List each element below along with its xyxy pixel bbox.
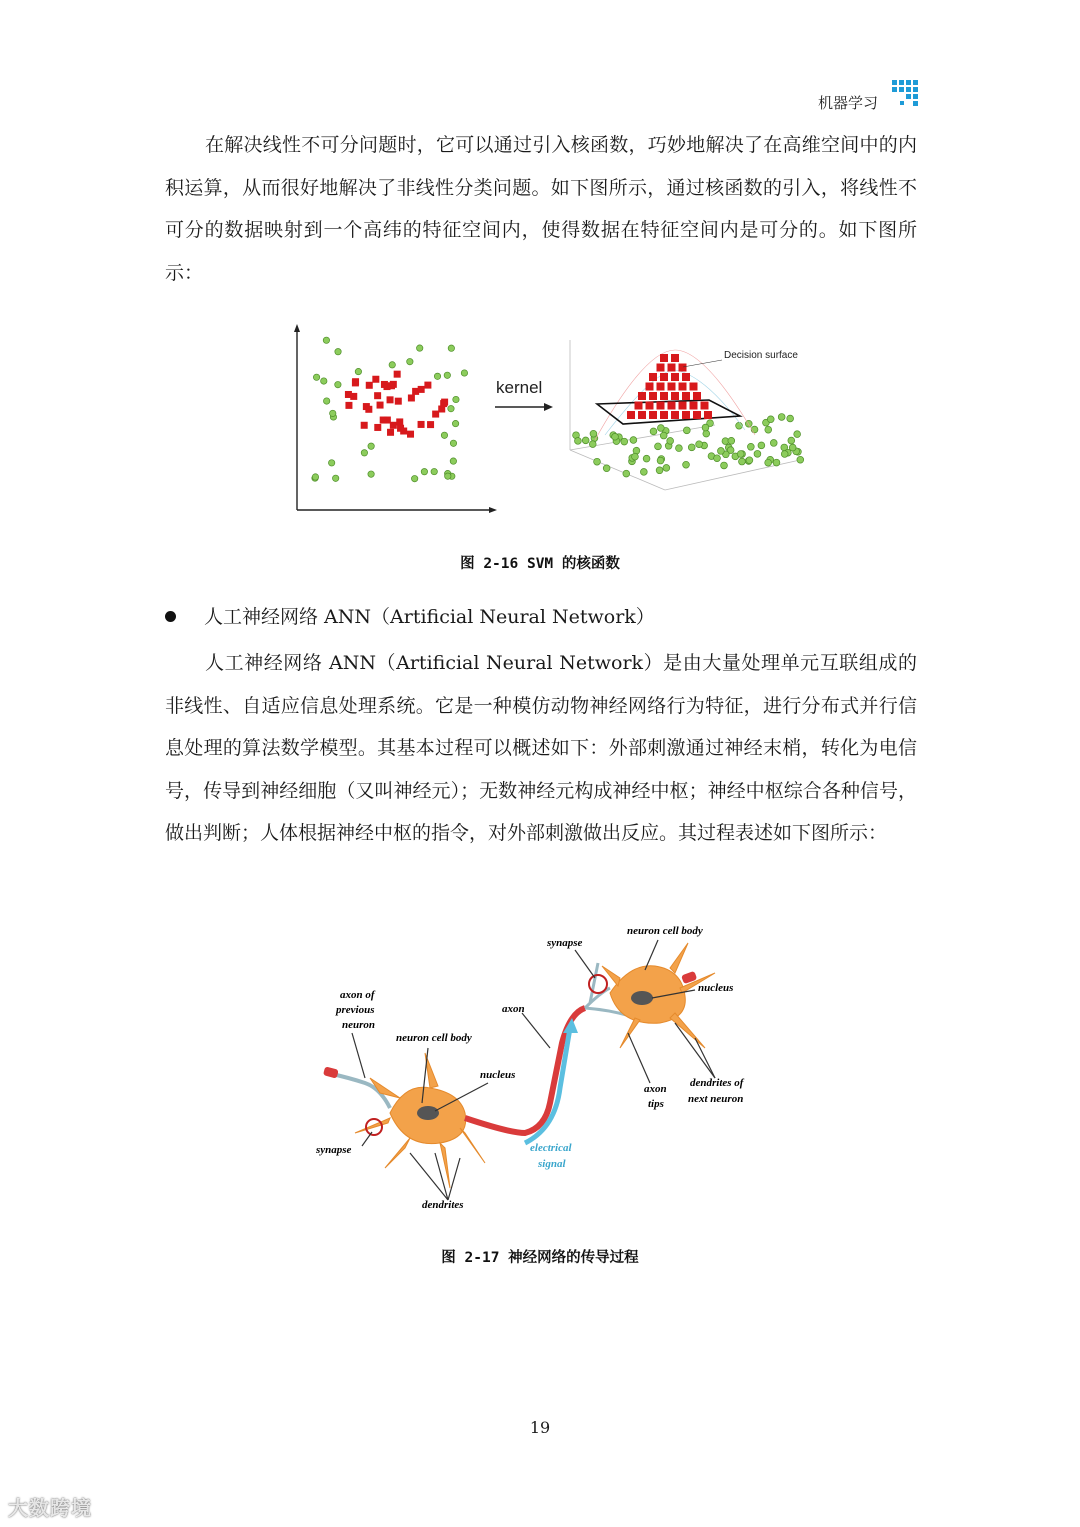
input-red-point xyxy=(366,382,373,389)
feature-green-point xyxy=(676,445,683,452)
input-red-point xyxy=(418,421,425,428)
ann-bullet-text: 人工神经网络 ANN（Artificial Neural Network） xyxy=(204,606,655,628)
input-red-point xyxy=(387,396,394,403)
feature-green-point xyxy=(663,464,670,471)
feature-red-point xyxy=(679,364,687,372)
label-axon-tips-1: axon xyxy=(644,1083,667,1095)
label-dendrites-next-1: dendrites of xyxy=(690,1077,744,1089)
feature-red-point xyxy=(649,411,657,419)
feature-green-point xyxy=(590,430,597,437)
feature-green-point xyxy=(650,428,657,435)
input-red-point xyxy=(381,381,388,388)
label-axon: axon xyxy=(502,1003,525,1015)
feature-green-point xyxy=(656,467,663,474)
input-green-point xyxy=(444,372,450,378)
input-green-point xyxy=(448,405,454,411)
feature-red-point xyxy=(690,402,698,410)
bullet-dot-icon xyxy=(165,611,176,622)
feature-green-point xyxy=(603,465,610,472)
page-number: 19 xyxy=(529,1418,551,1437)
input-red-point xyxy=(394,371,401,378)
label-nucleus-top: nucleus xyxy=(698,982,734,994)
input-green-point xyxy=(461,370,467,376)
feature-green-point xyxy=(688,444,695,451)
svm-kernel-figure xyxy=(285,320,810,520)
input-red-point xyxy=(432,411,439,418)
input-red-point xyxy=(374,392,381,399)
feature-red-point xyxy=(649,373,657,381)
input-green-point xyxy=(452,420,458,426)
input-green-point xyxy=(411,475,417,481)
feature-green-point xyxy=(721,462,728,469)
feature-red-points xyxy=(627,354,712,419)
input-green-point xyxy=(312,474,318,480)
feature-green-point xyxy=(582,437,589,444)
feature-green-point xyxy=(717,448,724,455)
feature-red-point xyxy=(671,354,679,362)
label-electrical-1: electrical xyxy=(530,1142,572,1154)
input-green-point xyxy=(328,460,334,466)
input-green-point xyxy=(431,468,437,474)
feature-green-point xyxy=(737,451,744,458)
feature-green-point xyxy=(770,440,777,447)
label-cell-body-top: neuron cell body xyxy=(627,925,703,937)
feature-red-point xyxy=(671,411,679,419)
label-axon-prev-1: axon of xyxy=(340,989,375,1001)
input-red-point xyxy=(427,421,434,428)
feature-red-point xyxy=(646,402,654,410)
feature-green-point xyxy=(746,457,753,464)
label-synapse-left: synapse xyxy=(316,1144,352,1156)
label-axon-tips-2: tips xyxy=(648,1098,664,1110)
feature-green-point xyxy=(589,441,596,448)
feature-red-point xyxy=(704,411,712,419)
running-header-title: 机器学习 xyxy=(818,94,879,112)
input-green-point xyxy=(323,398,329,404)
feature-green-point xyxy=(728,437,735,444)
label-axon-prev-2: previous xyxy=(336,1004,375,1016)
feature-red-point xyxy=(660,411,668,419)
input-red-point xyxy=(345,402,352,409)
feature-red-point xyxy=(682,411,690,419)
feature-green-point xyxy=(630,437,637,444)
feature-red-point xyxy=(671,373,679,381)
input-red-point xyxy=(365,406,372,413)
feature-green-point xyxy=(655,443,662,450)
input-green-point xyxy=(321,378,327,384)
input-red-point xyxy=(395,398,402,405)
feature-green-point xyxy=(765,426,772,433)
feature-red-point xyxy=(682,373,690,381)
input-red-points xyxy=(345,371,448,438)
feature-green-point xyxy=(632,453,639,460)
feature-green-point xyxy=(787,415,794,422)
input-green-point xyxy=(448,345,454,351)
feature-red-point xyxy=(638,392,646,400)
feature-green-point xyxy=(643,455,650,462)
feature-green-point xyxy=(657,425,664,432)
feature-red-point xyxy=(671,392,679,400)
input-red-point xyxy=(380,417,387,424)
input-space-axes xyxy=(297,328,493,510)
feature-green-point xyxy=(767,416,774,423)
input-green-point xyxy=(445,473,451,479)
feature-green-point xyxy=(789,444,796,451)
right-neuron-body xyxy=(602,943,715,1048)
input-green-point xyxy=(335,381,341,387)
feature-green-point xyxy=(623,470,630,477)
feature-red-point xyxy=(660,354,668,362)
input-green-point xyxy=(313,374,319,380)
ann-bullet-item xyxy=(165,598,655,636)
feature-green-point xyxy=(612,433,619,440)
label-dendrites-next-2: next neuron xyxy=(688,1093,744,1105)
feature-red-point xyxy=(668,402,676,410)
input-green-point xyxy=(421,468,427,474)
feature-green-point xyxy=(751,426,758,433)
input-green-point xyxy=(441,432,447,438)
input-green-point xyxy=(407,358,413,364)
feature-green-point xyxy=(747,443,754,450)
feature-green-point xyxy=(702,424,709,431)
feature-red-point xyxy=(682,392,690,400)
input-red-point xyxy=(441,399,448,406)
feature-red-point xyxy=(657,402,665,410)
label-dendrites: dendrites xyxy=(422,1199,464,1211)
feature-red-point xyxy=(668,383,676,391)
feature-red-point xyxy=(627,411,635,419)
feature-green-point xyxy=(703,430,710,437)
input-red-point xyxy=(377,402,384,409)
feature-green-point xyxy=(797,456,804,463)
input-green-point xyxy=(330,410,336,416)
input-green-point xyxy=(361,450,367,456)
feature-green-point xyxy=(621,438,628,445)
feature-green-point xyxy=(778,414,785,421)
feature-red-point xyxy=(649,392,657,400)
input-green-point xyxy=(450,440,456,446)
feature-red-point xyxy=(668,364,676,372)
feature-red-point xyxy=(679,402,687,410)
input-green-point xyxy=(389,362,395,368)
label-cell-body-left: neuron cell body xyxy=(396,1032,472,1044)
input-red-point xyxy=(361,422,368,429)
input-red-point xyxy=(388,382,395,389)
feature-green-point xyxy=(575,438,582,445)
grid-dots-logo-icon xyxy=(892,80,918,110)
input-red-point xyxy=(424,382,431,389)
figure-2-16-caption: 图 2-16 SVM 的核函数 xyxy=(460,556,620,572)
feature-red-point xyxy=(693,411,701,419)
input-red-point xyxy=(387,429,394,436)
label-axon-prev-3: neuron xyxy=(342,1019,376,1031)
neuron-signal-figure xyxy=(310,918,780,1218)
feature-red-point xyxy=(693,392,701,400)
input-green-point xyxy=(453,396,459,402)
input-green-point xyxy=(450,458,456,464)
input-green-point xyxy=(323,337,329,343)
input-green-point xyxy=(332,475,338,481)
synapse-circle-top xyxy=(589,975,607,993)
input-red-point xyxy=(390,422,397,429)
feature-red-point xyxy=(657,383,665,391)
label-synapse-top: synapse xyxy=(547,937,583,949)
label-electrical-2: signal xyxy=(538,1158,566,1170)
input-green-point xyxy=(417,345,423,351)
input-green-point xyxy=(335,348,341,354)
feature-green-point xyxy=(739,458,746,465)
input-red-point xyxy=(352,379,359,386)
feature-red-point xyxy=(660,373,668,381)
input-red-point xyxy=(408,394,415,401)
feature-green-point xyxy=(640,468,647,475)
input-red-point xyxy=(350,393,357,400)
input-green-point xyxy=(368,443,374,449)
feature-green-point xyxy=(773,459,780,466)
feature-green-point xyxy=(696,441,703,448)
ann-intro-paragraph: 人工神经网络 ANN（Artificial Neural Network）是由大量处理单元互联组成的非线性、自适应信息处理系统。它是一种模仿动物神经网络行为特征，进行分布式并行信息处理的算法数学模型。其基本过程可以概述如下：外部刺激通过神经末梢，转化为电信号，传导到神经细胞（又叫神经元）；无数神经元构成神经中枢；神经中枢综合各种信号，做出判断；人体根据神经中枢的指令，对外部刺激做出反应。其过程表述如下图所示： xyxy=(165,652,917,844)
feature-red-point xyxy=(657,364,665,372)
feature-green-points xyxy=(573,414,804,477)
input-red-point xyxy=(400,428,407,435)
input-green-point xyxy=(368,471,374,477)
feature-green-point xyxy=(754,450,761,457)
feature-red-point xyxy=(646,383,654,391)
feature-green-point xyxy=(660,432,667,439)
input-red-point xyxy=(374,424,381,431)
feature-green-point xyxy=(758,442,765,449)
feature-green-point xyxy=(594,458,601,465)
feature-red-point xyxy=(679,383,687,391)
svm-intro-paragraph: 在解决线性不可分问题时，它可以通过引入核函数，巧妙地解决了在高维空间中的内积运算，从而很好地解决了非线性分类问题。如下图所示，通过核函数的引入，将线性不可分的数据映射到一个高纬的特征空间内，使得数据在特征空间内是可分的。如下图所示： xyxy=(165,134,917,284)
feature-green-point xyxy=(765,459,772,466)
input-green-point xyxy=(434,373,440,379)
input-red-point xyxy=(372,376,379,383)
feature-green-point xyxy=(736,422,743,429)
feature-red-point xyxy=(635,402,643,410)
feature-green-point xyxy=(657,457,664,464)
feature-green-point xyxy=(745,420,752,427)
input-red-point xyxy=(396,418,403,425)
feature-red-point xyxy=(638,411,646,419)
kernel-label: kernel xyxy=(496,378,543,397)
watermark-text: 大数跨境 xyxy=(8,1496,92,1520)
feature-green-point xyxy=(667,437,674,444)
input-red-point xyxy=(418,386,425,393)
feature-green-point xyxy=(683,461,690,468)
feature-green-point xyxy=(714,455,721,462)
feature-red-point xyxy=(660,392,668,400)
feature-green-point xyxy=(781,451,788,458)
label-nucleus-left: nucleus xyxy=(480,1069,516,1081)
feature-green-point xyxy=(683,427,690,434)
feature-green-point xyxy=(788,437,795,444)
figure-2-17-caption: 图 2-17 神经网络的传导过程 xyxy=(441,1250,639,1266)
feature-green-point xyxy=(794,431,801,438)
feature-red-point xyxy=(701,402,709,410)
input-red-point xyxy=(407,431,414,438)
input-green-point xyxy=(355,368,361,374)
feature-red-point xyxy=(690,383,698,391)
decision-surface-label: Decision surface xyxy=(724,350,798,361)
